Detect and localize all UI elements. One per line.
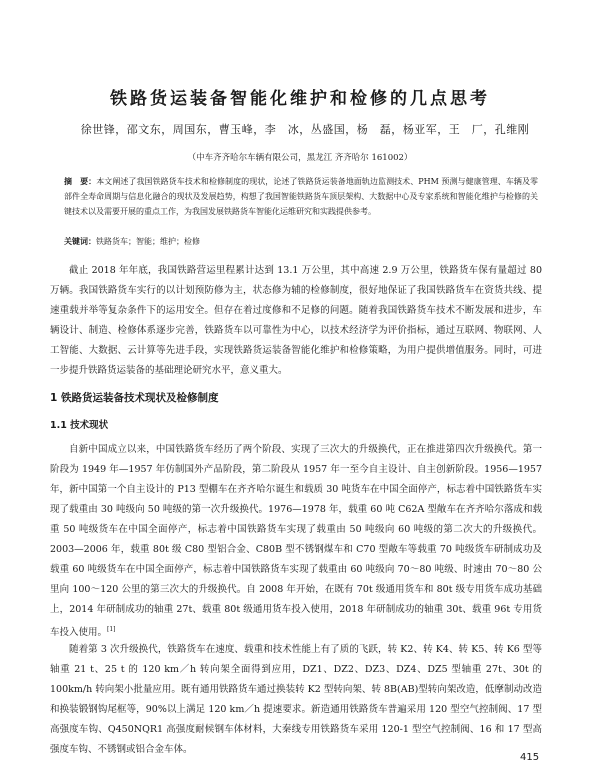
section-heading-1: 1 铁路货运装备技术现状及检修制度 [50,392,219,404]
keywords-label: 关键词： [64,237,96,246]
body-paragraph-1 [50,440,542,643]
affiliation: （中车齐齐哈尔车辆有限公司，黑龙江 齐齐哈尔 161002） [187,153,413,163]
abstract-text: 本文阐述了我国铁路货车技术和检修制度的现状，论述了铁路货运装备地面轨边监测技术、PHM 预测与健康管理、车辆及零部件全寿命周期与信息化融合的现状及发展趋势，构想了我国智能铁路货车顶层架构、大数据中心及专家系统和智能化维护与检修的关键技术以及需要开展的重点工作，为我国发展铁路货车智能化运维研究和实践提供参考。 [64,177,539,216]
intro-paragraph: 截止 2018 年年底，我国铁路营运里程累计达到 13.1 万公里，其中高速 2.9 万公里，铁路货车保有量超过 80 万辆。我国铁路货车实行的以计划预防修为主，状态修为辅的检修制度，很好地保证了我国铁路货车在资货共线、提速重载并举等复杂条件下的运用安全。但存在着过度修和不足修的问题。随着我国铁路货车技术不断发展和进步，车辆设计、制造、检修体系逐步完善，铁路货车以可靠性为中心，以技术经济学为评价指标，通过互联网、物联网、人工智能、大数据、云计算等先进手段，实现铁路货运装备智能化维护和检修策略，为用户提供增值服务。同时，可进一步提升铁路货运装备的基础理论研究水平，意义重大。 [50,265,542,376]
page-number: 415 [520,752,540,763]
author-list: 徐世锋，邵文东，周国东，曹玉峰，李 冰，丛盛国，杨 磊，杨亚军，王 厂，孔维刚 [80,123,530,136]
keywords [64,234,538,249]
abstract [64,174,538,219]
section-heading-1-1: 1.1 技术现状 [50,420,109,431]
body-paragraph-1-text: 自新中国成立以来，中国铁路货车经历了两个阶段、实现了三次大的升级换代，正在推进第四次升级换代。第一阶段为 1949 年—1957 年仿制国外产品阶段，第二阶段从 1957 年一至今自主设计、自主创新阶段。1956—1957 年，新中国第一个自主设计的 P13 型棚车在齐齐哈尔诞生和载质 30 吨货车在中国全面停产，标志着中国铁路货车实现了载重由 30 吨级向 50 吨级的第一次升级换代。1976—1978 年，载重 60 吨 C62A 型敞车在齐齐哈尔落成和载重 50 吨级货车在中国全面停产，标志着中国铁路货车实现了载重由 50 吨级向 60 吨级的第二次大的升级换代。2003—2006 年，载重 80t 级 C80 型铝合金、C80B 型不锈钢煤车和 C70 型敞车等载重 70 吨级货车研制成功及载重 60 吨级货车在中国全面停产，标志着中国铁路货车实现了载重由 60 吨级向 70～80 吨级、时速由 70～80 公里向 100～120 公里的第三次大的升级换代。自 2008 年开始，在既有 70t 级通用货车和 80t 级专用货车成功基础上，2014 年研制成功的轴重 27t、载重 80t 级通用货车投入使用，2018 年研制成功的轴重 30t、载重 96t 专用货车投入使用。 [50,444,542,639]
citation-ref: [1] [107,626,116,633]
body-paragraph-2: 随着第 3 次升级换代，铁路货车在速度、载重和技术性能上有了质的飞跃，转 K2、转 K4、转 K5、转 K6 型等轴重 21 t、25 t 的 120 km／h 转向架全面得到应用，DZ1、DZ2、DZ3、DZ4、DZ5 型轴重 27t、30t 的 100km/h 转向架小批量应用。既有通用铁路货车通过换装转 K2 型转向架、转 8B(AB)型转向架改造，低摩制动改造和换装锻钢钩尾框等，90%以上满足 120 km／h 提速要求。新造通用铁路货车普遍采用 120 型空气控制阀、17 型高强度车钩、Q450NQR1 高强度耐候钢车体材料，大秦线专用铁路货车采用 120-1 型空气控制阀、16 和 17 型高强度车钩、不锈钢或铝合金车体。 [50,644,542,755]
abstract-label: 摘 要： [64,177,97,186]
keywords-text: 铁路货车；智能；维护；检修 [96,237,200,246]
paper-title: 铁路货运装备智能化维护和检修的几点思考 [110,89,490,109]
